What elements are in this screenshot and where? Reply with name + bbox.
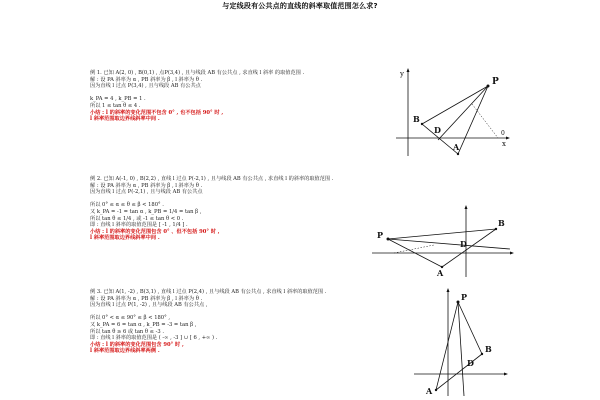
example-2-line: 又 k_PA = -1 = tan α , k_PB = 1/4 = tan β , [90,208,202,215]
example-3-note: l 斜率范围取边界线斜率两侧 . [90,348,160,355]
example-3-line: 所以 0° < α ≤ 90° ≤ β < 180° , [90,315,170,322]
line-pb [388,229,496,239]
a-label: A [453,142,460,152]
x-label: x [502,140,506,148]
point-b [421,123,423,125]
example-1-gap [90,90,380,97]
line-pb [458,302,482,354]
example-2-line: 解 : 设 PA 斜率为 α , PB 斜率为 β , l 斜率为 θ . [90,182,203,189]
point-p [487,85,490,88]
example-3-line: 解 : 设 PA 斜率为 α , PB 斜率为 β , l 斜率为 θ . [90,295,203,302]
d-label: D [467,358,474,368]
example-1-note: 小结 : l 的斜率的变化范围不包含 0° , 也不包括 90° 时 , [90,109,224,116]
p-label: P [492,77,499,87]
figure-1 [390,68,510,158]
b-label: B [413,114,420,124]
example-1-line: 所以 1 ≤ tan θ ≤ 4 . [90,102,141,109]
x-axis-arrow-icon [506,137,510,140]
example-2-line: 所以 0° ≤ α ≤ θ ≤ β < 180° . [90,202,164,209]
example-3-line: 即 : 直线 l 斜率的取值范围是 ( -∞ , -3 ] ∪ [ 6 , +∞ ) . [90,335,218,342]
x-axis-arrow-icon [504,373,508,376]
d-label: D [434,125,441,135]
y-label: y [400,70,404,78]
b-label: B [498,218,505,228]
example-1-note: l 斜率范围取边界线斜率中间 . [90,116,160,123]
y-axis-arrow-icon [447,288,450,292]
document-page [84,0,516,400]
example-3-line: 因为直线 l 过点 P(1, -2) , 且与线段 AB 有公共点 , [90,302,208,309]
figure-2 [364,205,514,280]
example-2-line: 即 : 直线 l 斜率的取值范围是 [ -1 , 1/4 ] . [90,222,188,229]
line-pb [422,86,488,124]
segment-ab [442,229,496,267]
line-pa [458,86,488,154]
example-2-note: l 斜率范围取边界线斜率中间 . [90,235,160,242]
example-2-line: 因为直线 l 过点 P(-2,1) , 且与线段 AB 有公共点 [90,189,203,196]
line-l [388,239,510,249]
point-a [435,389,437,391]
example-2-line: 所以 tan θ ≤ 1/4 , 或 -1 ≤ tan θ < 0 . [90,215,184,222]
example-2-line: 例 2. 已知 A(-1, 0) , B(2,2) , 直线 l 过点 P(-2,1) , 且与线段 AB 有公共点 , 求直线 l 的斜率的取值范围 . [90,176,334,182]
example-3-line: 例 3. 已知 A(1, -2) , B(3,1) , 直线 l 过点 P(2,4) , 且与线段 AB 有公共点 , 求直线 l 斜率的取值范围 . [90,289,327,295]
example-1-line: 因为直线 l 过点 P(3,4) , 且与线段 AB 有公共点 [90,83,201,90]
example-1-line: 例 1. 已知 A(2, 0) , B(0,1) , 点P(3,4) , 且与线段 AB 有公共点 , 求直线 l 斜率 的取值范围 . [90,70,305,76]
line-l [438,86,488,140]
example-2-note: 小结 : l 的斜率的变化范围包含 0° 、但不包括 90° 时 , [90,228,220,235]
line-pa [436,302,458,390]
p-label: P [461,292,468,302]
y-axis-arrow-icon [407,68,410,72]
point-p [387,238,390,241]
page-title: 与定线段有公共点的直线的斜率取值范围怎么求? [222,2,378,10]
segment-ab [436,354,482,390]
example-2-text [90,176,395,242]
example-1-line: k_PA = 4 , k_PB = 1 . [90,96,146,103]
example-3-line: 所以 tan θ ≥ 6 或 tan θ ≤ -3 . [90,328,165,335]
a-label: A [426,386,433,396]
line-l [458,302,464,396]
example-1-line: 解 : 设 PA 斜率为 α , PB 斜率为 β , l 斜率为 θ . [90,76,203,83]
origin-label: 0 [501,130,505,137]
helper-line [394,245,434,253]
example-3-line: 又 k_PA = 6 = tan α , k_PB = -3 = tan β , [90,321,197,328]
d-label: D [460,239,467,249]
point-p [457,301,460,304]
a-label: A [437,268,444,278]
point-a [457,153,459,155]
example-3-note: 小结 : l 的斜率的变化范围包含 90° 时 , [90,341,184,348]
point-b [495,228,497,230]
figure-3 [408,286,510,398]
y-axis-arrow-icon [465,205,468,209]
example-3-text [90,289,395,355]
x-axis-arrow-icon [510,252,514,255]
example-1-text [90,70,380,123]
helper-line [472,104,498,138]
p-label: P [377,230,384,240]
point-b [481,353,483,355]
b-label: B [485,344,492,354]
